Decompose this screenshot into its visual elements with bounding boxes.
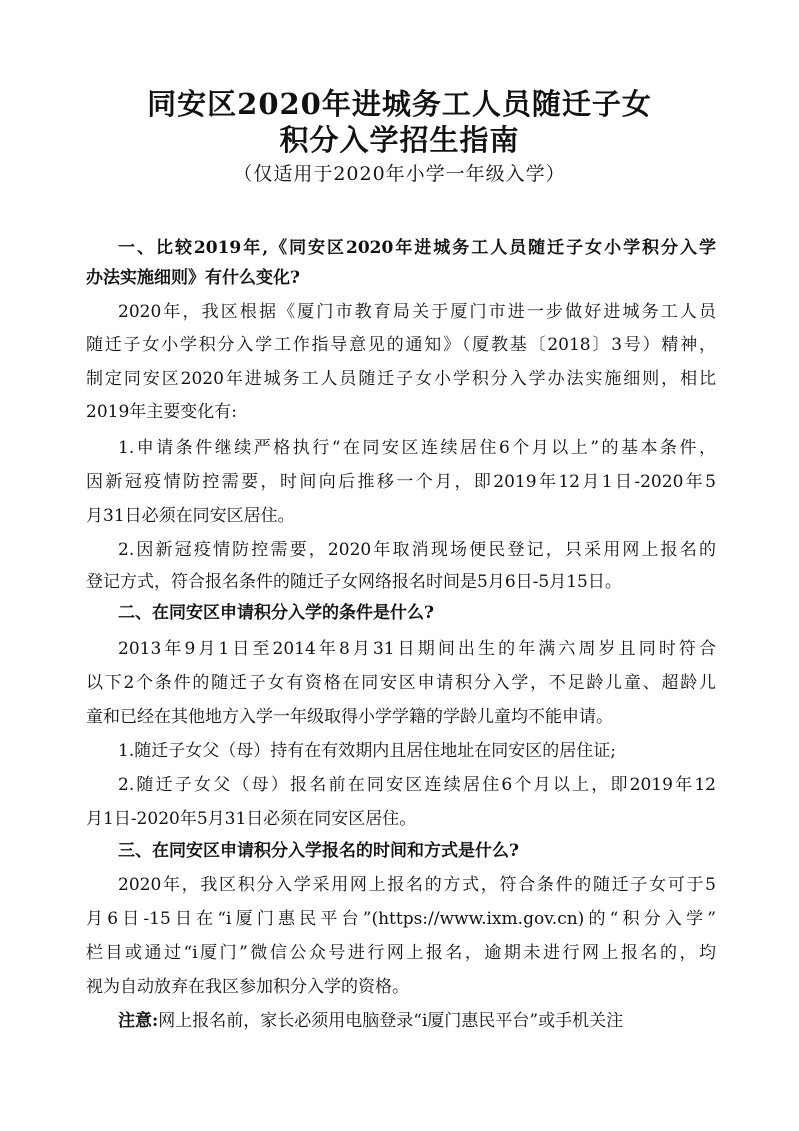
list-item-line: 2.随迁子女父（母）报名前在同安区连续居住6个月以上，即2019年12: [118, 775, 716, 795]
note-text: 网上报名前，家长必须用电脑登录“i厦门惠民平台”或手机关注: [158, 1011, 624, 1031]
paragraph-line: 月6日-15日在“i厦门惠民平台”(https://www.ixm.gov.cn)的“积分入学”: [86, 909, 716, 929]
section-heading-1: 一、比较2019年,《同安区2020年进城务工人员随迁子女小学积分入学: [118, 238, 716, 258]
document-title-line-1: 同安区2020年进城务工人员随迁子女: [147, 87, 652, 121]
paragraph-line: 制定同安区2020年进城务工人员随迁子女小学积分入学办法实施细则，相比: [86, 369, 716, 389]
document-title-line-2: 积分入学招生指南: [279, 123, 520, 157]
list-item-line: 1.申请条件继续严格执行“在同安区连续居住6个月以上”的基本条件，: [118, 438, 716, 458]
list-item-line: 月31日必须在同安区居住。: [86, 506, 295, 526]
paragraph-line: 童和已经在其他地方入学一年级取得小学学籍的学龄儿童均不能申请。: [86, 707, 613, 727]
list-item-line: 因新冠疫情防控需要，时间向后推移一个月，即2019年12月1日-2020年5: [86, 472, 716, 492]
document-subtitle: （仅适用于2020年小学一年级入学）: [233, 163, 566, 185]
list-item-line: 登记方式，符合报名条件的随迁子女网络报名时间是5月6日-5月15日。: [86, 572, 622, 592]
paragraph-line: 以下2个条件的随迁子女有资格在同安区申请积分入学，不足龄儿童、超龄儿: [86, 673, 716, 693]
paragraph-line: 随迁子女小学积分入学工作指导意见的通知》（厦教基〔2018〕3号）精神，: [86, 335, 716, 355]
paragraph-line: 视为自动放弃在我区参加积分入学的资格。: [86, 977, 409, 997]
note-label: 注意:: [118, 1011, 159, 1031]
paragraph-line: 2019年主要变化有:: [86, 402, 237, 422]
note-line: [118, 1008, 716, 1034]
list-item-line: 1.随迁子女父（母）持有在有效期内且居住地址在同安区的居住证;: [118, 741, 616, 761]
list-item-line: 月1日-2020年5月31日必须在同安区居住。: [86, 809, 417, 829]
section-heading-1-cont: 办法实施细则》有什么变化?: [86, 268, 300, 288]
paragraph-line: 2013年9月1日至2014年8月31日期间出生的年满六周岁且同时符合: [118, 639, 716, 659]
list-item-line: 2.因新冠疫情防控需要，2020年取消现场便民登记，只采用网上报名的: [118, 540, 716, 560]
paragraph-line: 栏目或通过“i厦门”微信公众号进行网上报名，逾期未进行网上报名的，均: [86, 943, 716, 963]
section-heading-3: 三、在同安区申请积分入学报名的时间和方式是什么?: [118, 841, 519, 861]
paragraph-line: 2020年，我区积分入学采用网上报名的方式，符合条件的随迁子女可于5: [118, 875, 716, 895]
section-heading-2: 二、在同安区申请积分入学的条件是什么?: [118, 603, 434, 623]
paragraph-line: 2020年，我区根据《厦门市教育局关于厦门市进一步做好进城务工人员: [118, 302, 716, 322]
